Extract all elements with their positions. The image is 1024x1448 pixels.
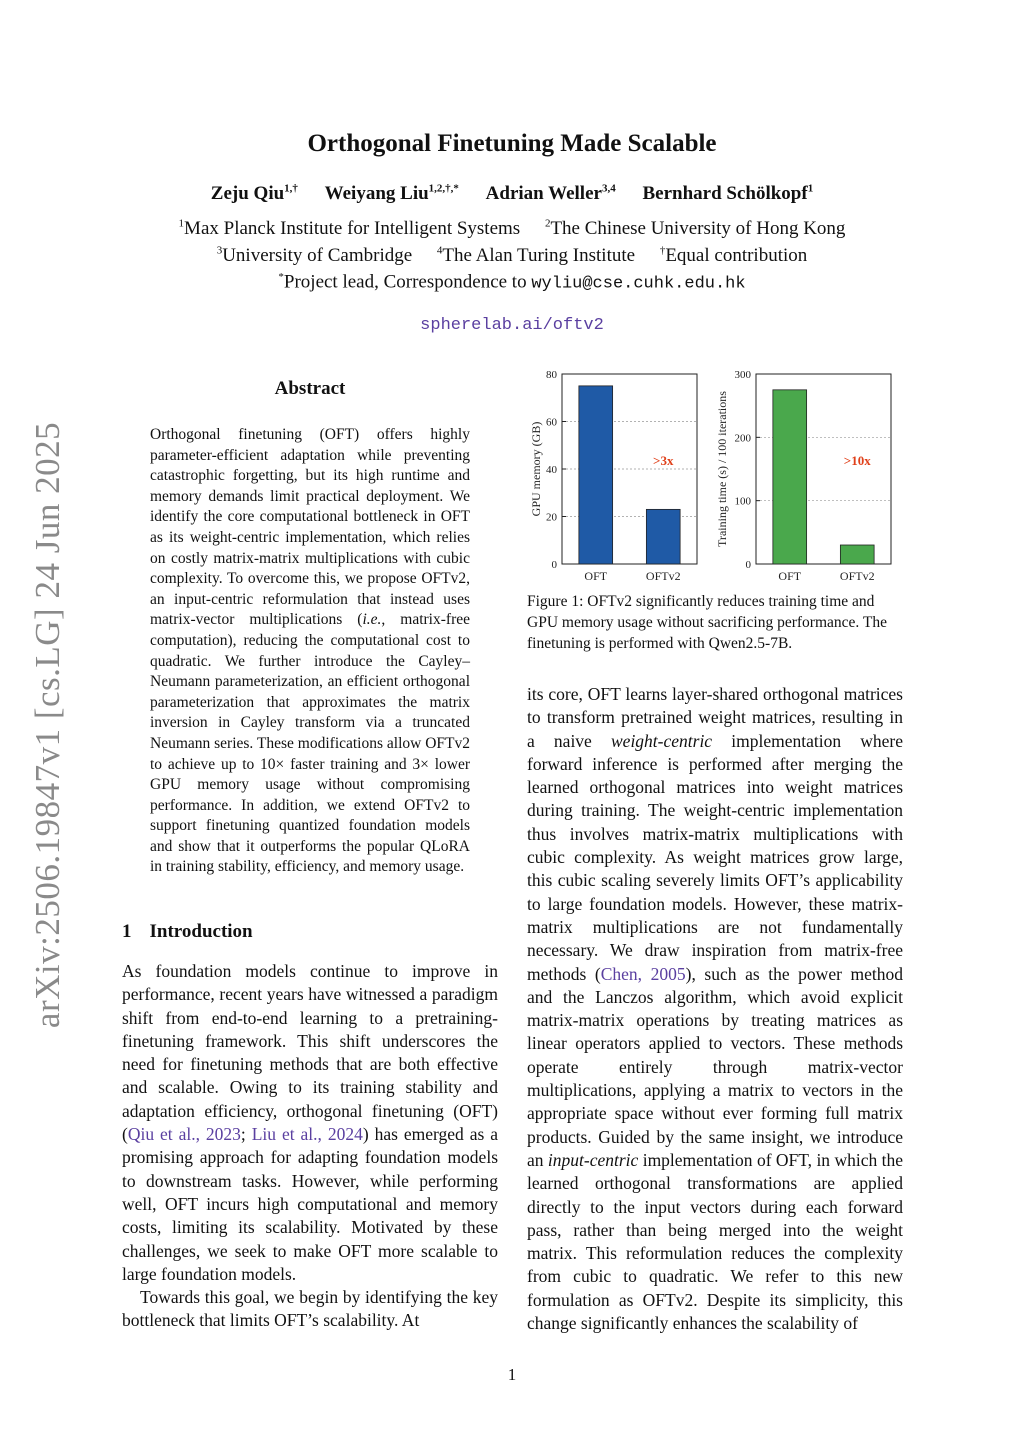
paragraph: Towards this goal, we begin by identifying the key bottleneck that limits OFT’s scalability. At [122, 1287, 498, 1331]
page-number: 1 [507, 1365, 517, 1384]
y-tick-label: 300 [734, 369, 751, 381]
project-link[interactable]: spherelab.ai/oftv2 [420, 316, 604, 335]
arxiv-sidebar-stamp [20, 421, 76, 1029]
citation-link[interactable]: Qiu et al., 2023 [127, 1124, 241, 1145]
paragraph: its core, OFT learns layer-shared orthogonal matrices to transform pretrained weight matrices, resulting in a naive weight-centric implementation where forward inference is performed after merging the learned orthogonal matrices into weight matrices during training. The weight-centric implementation thus involves matrix-matrix multiplications with cubic complexity. As weight matrices grow large, this cubic scaling severely limits OFT’s applicability to large foundation models. However, these matrix-matrix multiplications are not fundamentally necessary. We draw inspiration from matrix-free methods (Chen, 2005), such as the power method and the Lanczos algorithm, which avoid explicit matrix-matrix operations by treating matrices as linear operators applied to vectors. These methods operate entirely through matrix-vector multiplications, applying a matrix to vectors in the appropriate space without ever forming full matrix products. Guided by the same insight, we introduce an input-centric implementation of OFT, in which the learned orthogonal transformations are applied directly to the input vectors during each forward pass, rather than being merged into the weight matrix. This reformulation reduces the complexity from cubic to quadratic. We refer to this new formulation as OFTv2. Despite its simplicity, this change significantly enhances the scalability of [527, 684, 903, 1334]
speedup-annotation: >3x [653, 453, 674, 469]
y-tick-label: 0 [551, 559, 557, 571]
y-tick-label: 80 [546, 369, 557, 381]
email-link[interactable]: wyliu@cse.cuhk.edu.hk [531, 274, 746, 294]
x-tick-label: OFT [778, 569, 802, 583]
y-tick-label: 0 [745, 559, 751, 571]
y-axis-label: Training time (s) / 100 iterations [715, 391, 729, 547]
author-list [0, 183, 1024, 205]
correspondence-line: *Project lead, Correspondence to wyliu@cse.cuhk.edu.hk [278, 271, 746, 294]
y-tick-label: 60 [546, 416, 557, 429]
abstract-heading: Abstract [274, 378, 346, 399]
section-heading-introduction: 1 Introduction [122, 921, 253, 942]
x-tick-label: OFTv2 [645, 569, 681, 583]
intro-right-column [527, 683, 903, 1335]
figure-caption: Figure 1: OFTv2 significantly reduces training time and GPU memory usage without sacrificing performance. The finetuning is performed with Qwen2.5-7B. [527, 593, 887, 652]
x-tick-label: OFTv2 [839, 569, 875, 583]
citation-link[interactable]: Liu et al., 2024 [251, 1124, 363, 1145]
affiliation-line-1: $^1$Max Planck Institute for Intelligent Systems $^2$The Chinese University of Hong Kong [178, 218, 846, 240]
author: Zeju Qiu$^{1,\dagger}$ [210, 183, 298, 205]
author: Bernhard Schölkopf$^1$ [642, 183, 814, 205]
author: Adrian Weller$^{3,4}$ [485, 183, 616, 205]
gpu-memory-bar-chart [520, 362, 710, 587]
author: Weiyang Liu$^{1,2,\dagger,*}$ [324, 183, 459, 205]
speedup-annotation: >10x [843, 453, 871, 469]
affiliation-line-2: $^3$University of Cambridge $^4$The Alan Turing Institute †Equal contribution [216, 245, 808, 267]
paragraph: As foundation models continue to improve in performance, recent years have witnessed a paradigm shift from end-to-end learning to a pretraining-finetuning framework. This shift underscores the need for finetuning methods that are both effective and scalable. Owing to its training stability and adaptation efficiency, orthogonal finetuning (OFT) (Qiu et al., 2023; Liu et al., 2024) has emerged as a promising approach for adapting foundation models to downstream tasks. However, while performing well, OFT incurs high computational and memory costs, limiting its scalability. Motivated by these challenges, we seek to make OFT more scalable to large foundation models. [122, 961, 498, 1284]
intro-left-column [122, 960, 498, 1333]
citation-link[interactable]: Chen, 2005 [600, 963, 686, 984]
y-axis-label: GPU memory (GB) [529, 421, 543, 517]
abstract-body: Orthogonal finetuning (OFT) offers highly parameter-efficient adaptation while preventing catastrophic forgetting, but its high runtime and memory demands limit practical deployment. We identify the core computational bottleneck in OFT as its weight-centric implementation, which relies on costly matrix-matrix multiplications with cubic complexity. To overcome this, we propose OFTv2, an input-centric reformulation that instead uses matrix-vector multiplications (i.e., matrix-free computation), reducing the computational cost to quadratic. We further introduce the Cayley–Neumann parameterization, an efficient orthogonal parameterization that approximates the matrix inversion in Cayley transform via a truncated Neumann series. These modifications allow OFTv2 to achieve up to 10× faster training and 3× lower GPU memory usage without compromising performance. In addition, we extend OFTv2 to support finetuning quantized foundation models and show that it outperforms the popular QLoRA in training stability, efficiency, and memory usage. [150, 426, 470, 876]
y-tick-label: 40 [546, 464, 557, 476]
y-tick-label: 200 [734, 432, 751, 445]
y-tick-label: 20 [546, 511, 557, 524]
training-time-bar-chart [710, 362, 910, 587]
bar-oft [773, 390, 807, 564]
bar-oftv2 [646, 509, 680, 564]
paper-title: Orthogonal Finetuning Made Scalable [307, 130, 717, 157]
bar-oftv2 [840, 545, 874, 564]
bar-oft [579, 386, 613, 564]
y-tick-label: 100 [734, 495, 751, 508]
x-tick-label: OFT [584, 569, 608, 583]
arxiv-id: arXiv:2506.19847v1 [cs.LG] 24 Jun 2025 [28, 421, 67, 1029]
